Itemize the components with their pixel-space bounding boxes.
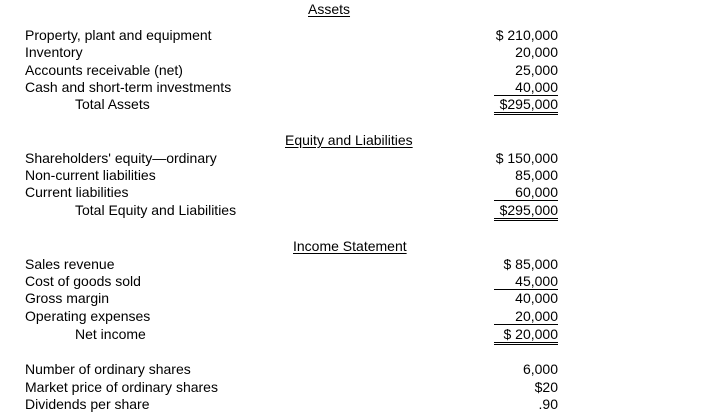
other-item-label: Market price of ordinary shares <box>25 379 218 395</box>
income-statement-heading: Income Statement <box>293 238 407 254</box>
equity-item-label: Current liabilities <box>25 184 129 200</box>
income-item-label: Gross margin <box>25 290 110 306</box>
equity-total-label: Total Equity and Liabilities <box>75 202 237 218</box>
assets-item-label: Accounts receivable (net) <box>25 62 183 78</box>
income-item-value: $ 85,000 <box>503 256 558 272</box>
assets-total-value: $295,000 <box>494 96 558 115</box>
assets-item-label: Cash and short-term investments <box>25 79 232 95</box>
assets-total-label: Total Assets <box>75 96 150 112</box>
income-item-value: 45,000 <box>494 273 558 290</box>
other-item-label: Number of ordinary shares <box>25 361 191 377</box>
assets-item-value: $ 210,000 <box>495 27 558 43</box>
income-item-label: Cost of goods sold <box>25 273 141 289</box>
assets-item-label: Property, plant and equipment <box>25 27 212 43</box>
assets-item-label: Inventory <box>25 44 83 60</box>
assets-item-value: 40,000 <box>494 79 558 96</box>
equity-item-label: Shareholders' equity—ordinary <box>25 150 217 166</box>
other-item-value: .90 <box>538 396 558 412</box>
net-income-value: $ 20,000 <box>494 326 558 345</box>
assets-heading: Assets <box>308 1 351 17</box>
assets-item-value: 20,000 <box>515 44 558 60</box>
income-item-value: 40,000 <box>515 290 558 306</box>
other-item-value: $20 <box>534 379 558 395</box>
other-item-label: Dividends per share <box>25 396 150 412</box>
equity-item-value: 60,000 <box>494 184 558 201</box>
equity-liabilities-heading: Equity and Liabilities <box>285 132 413 148</box>
equity-item-label: Non-current liabilities <box>25 167 156 183</box>
equity-item-value: 85,000 <box>515 167 558 183</box>
income-item-value: 20,000 <box>494 308 558 325</box>
equity-item-value: $ 150,000 <box>495 150 558 166</box>
income-item-label: Operating expenses <box>25 308 151 324</box>
income-item-label: Sales revenue <box>25 256 115 272</box>
equity-total-value: $295,000 <box>494 202 558 221</box>
other-item-value: 6,000 <box>522 361 558 377</box>
assets-item-value: 25,000 <box>515 62 558 78</box>
net-income-label: Net income <box>75 326 146 342</box>
